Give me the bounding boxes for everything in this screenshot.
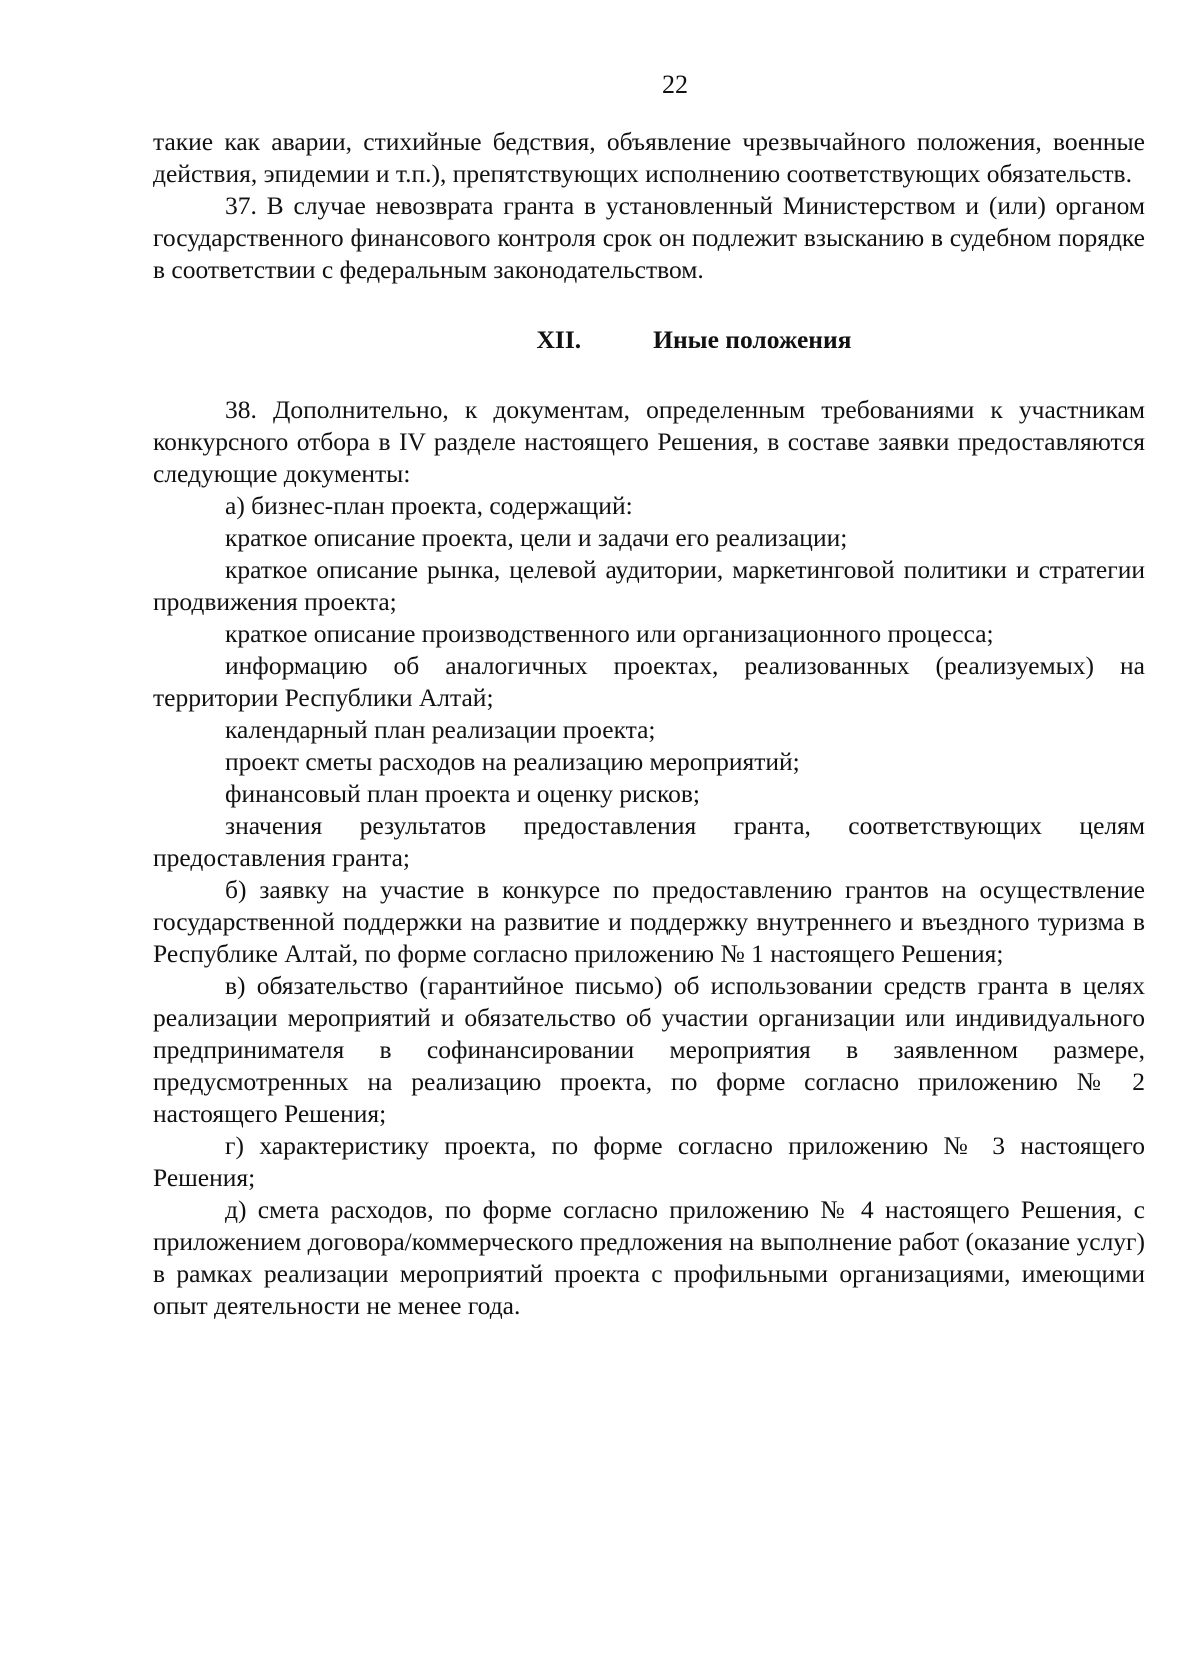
list-item-b: б) заявку на участие в конкурсе по предоставлению грантов на осуществление государственной поддержки на развитие и поддержку внутреннего и въездного туризма в Республике Алтай, по форме согласно приложению № 1 настоящего Решения; [153, 875, 1145, 968]
list-subitem: краткое описание производственного или организационного процесса; [225, 619, 994, 648]
paragraph-37: 37. В случае невозврата гранта в установленный Министерством и (или) органом государственного финансового контроля срок он подлежит взысканию в судебном порядке в соответствии с федеральным законодательством. [153, 191, 1145, 284]
list-subitem: календарный план реализации проекта; [225, 715, 656, 744]
list-item-d: д) смета расходов, по форме согласно приложению № 4 настоящего Решения, с приложением договора/коммерческого предложения на выполнение работ (оказание услуг) в рамках реализации мероприятий проекта с профильными организациями, имеющими опыт деятельности не менее года. [153, 1195, 1145, 1320]
section-title: Иные положения [653, 325, 852, 354]
list-subitem: проект сметы расходов на реализацию мероприятий; [225, 747, 800, 776]
list-item-g: г) характеристику проекта, по форме согласно приложению № 3 настоящего Решения; [153, 1131, 1145, 1192]
list-subitem: финансовый план проекта и оценку рисков; [225, 779, 700, 808]
page-number: 22 [662, 70, 688, 99]
paragraph-38: 38. Дополнительно, к документам, определенным требованиями к участникам конкурсного отбора в IV разделе настоящего Решения, в составе заявки предоставляются следующие документы: [153, 395, 1145, 488]
list-subitem: значения результатов предоставления гранта, соответствующих целям предоставления гранта; [153, 811, 1145, 872]
list-subitem: краткое описание рынка, целевой аудитории, маркетинговой политики и стратегии продвижения проекта; [153, 555, 1145, 616]
section-heading [153, 324, 1145, 356]
list-item-v: в) обязательство (гарантийное письмо) об использовании средств гранта в целях реализации мероприятий и обязательство об участии организации или индивидуального предпринимателя в софинансировании мероприятия в заявленном размере, предусмотренных на реализацию проекта, по форме согласно приложению № 2 настоящего Решения; [153, 971, 1145, 1128]
section-number: XII. [536, 325, 582, 354]
paragraph-continuation: такие как аварии, стихийные бедствия, объявление чрезвычайного положения, военные действия, эпидемии и т.п.), препятствующих исполнению соответствующих обязательств. [153, 127, 1145, 188]
list-subitem: информацию об аналогичных проектах, реализованных (реализуемых) на территории Республики Алтай; [153, 651, 1145, 712]
list-item-a: а) бизнес-план проекта, содержащий: [225, 491, 633, 520]
document-body [153, 126, 1145, 1322]
list-subitem: краткое описание проекта, цели и задачи его реализации; [225, 523, 848, 552]
